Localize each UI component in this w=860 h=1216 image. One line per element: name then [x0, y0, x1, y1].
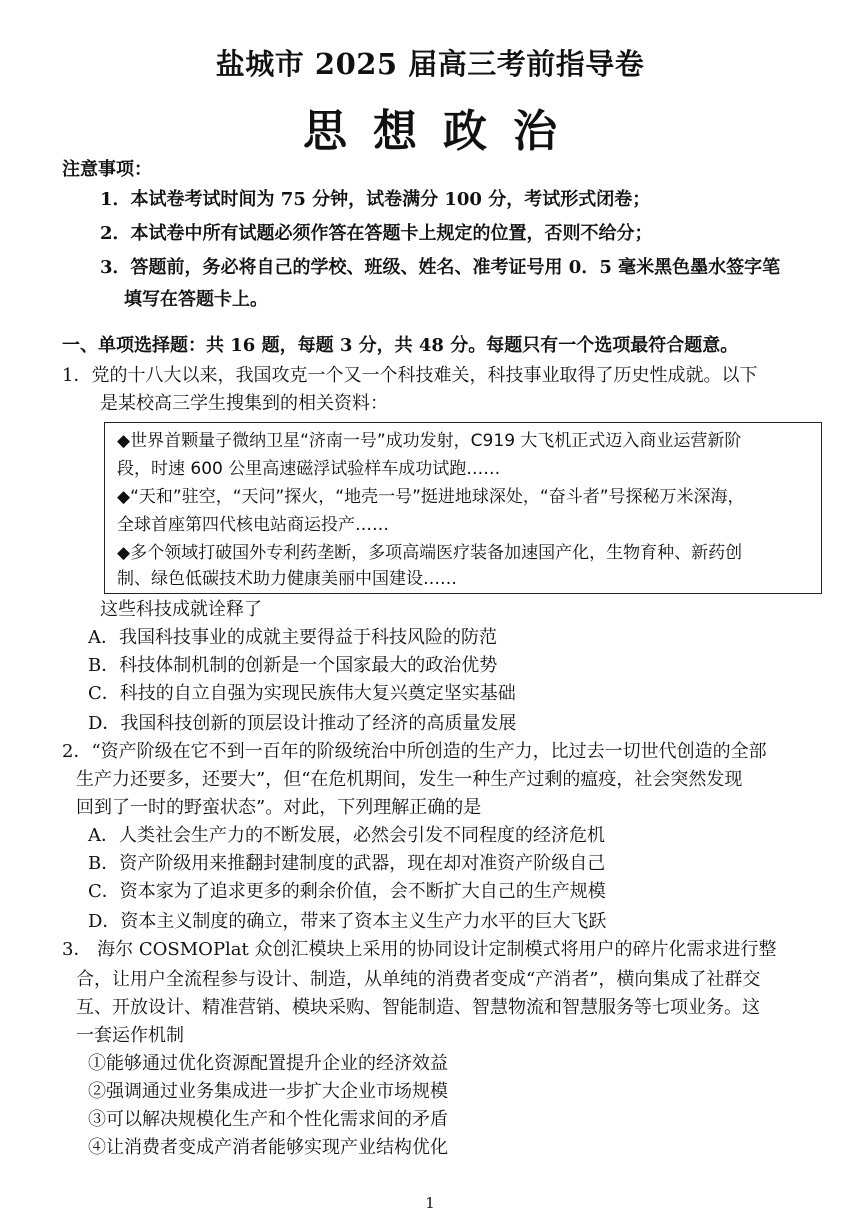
q2-option-a[interactable]: A．人类社会生产力的不断发展，必然会引发不同程度的经济危机 — [88, 825, 605, 846]
q1-option-c[interactable]: C．科技的自立自强为实现民族伟大复兴奠定坚实基础 — [88, 683, 516, 704]
q2-option-d[interactable]: D．资本主义制度的确立，带来了资本主义生产力水平的巨大飞跃 — [88, 911, 607, 932]
q1-lead: 这些科技成就诠释了 — [100, 599, 262, 620]
notice-item: 填写在答题卡上。 — [124, 289, 268, 310]
q2-option-c[interactable]: C．资本家为了追求更多的剩余价值，会不断扩大自己的生产规模 — [88, 881, 606, 902]
exam-title: 盐城市 2025 届高三考前指导卷 — [215, 47, 645, 81]
q3-item-1[interactable]: ①能够通过优化资源配置提升企业的经济效益 — [88, 1053, 448, 1074]
material-line: 制、绿色低碳技术助力健康美丽中国建设…… — [117, 569, 457, 589]
q2-option-b[interactable]: B．资产阶级用来推翻封建制度的武器，现在却对准资产阶级自己 — [88, 853, 606, 874]
page-number: 1 — [425, 1194, 435, 1212]
q1-stem: 1．党的十八大以来，我国攻克一个又一个科技难关，科技事业取得了历史性成就。以下 — [62, 365, 758, 386]
material-line: ◆多个领域打破国外专利药垄断，多项高端医疗装备加速国产化，生物育种、新药创 — [117, 543, 743, 563]
material-line: ◆世界首颗量子微纳卫星“济南一号”成功发射，C919 大飞机正式迈入商业运营新阶 — [117, 431, 742, 451]
material-line: 全球首座第四代核电站商运投产…… — [117, 515, 389, 535]
notice-item: 1．本试卷考试时间为 75 分钟，试卷满分 100 分，考试形式闭卷； — [100, 189, 651, 210]
notice-label: 注意事项： — [62, 159, 152, 180]
q1-option-d[interactable]: D．我国科技创新的顶层设计推动了经济的高质量发展 — [88, 713, 517, 734]
q3-stem: 合，让用户全流程参与设计、制造，从单纯的消费者变成“产消者”，横向集成了社群交 — [76, 969, 761, 990]
q1-option-a[interactable]: A．我国科技事业的成就主要得益于科技风险的防范 — [88, 627, 497, 648]
q1-option-b[interactable]: B．科技体制机制的创新是一个国家最大的政治优势 — [88, 655, 498, 676]
q3-stem: 3． 海尔 COSMOPlat 众创汇模块上采用的协同设计定制模式将用户的碎片化需求进行整 — [62, 939, 777, 960]
q2-stem: 2．“资产阶级在它不到一百年的阶级统治中所创造的生产力，比过去一切世代创造的全部 — [62, 741, 767, 762]
q3-item-4[interactable]: ④让消费者变成产消者能够实现产业结构优化 — [88, 1137, 448, 1158]
q2-stem: 生产力还要多，还要大”，但“在危机期间，发生一种生产过剩的瘟疫，社会突然发现 — [76, 769, 743, 790]
section-heading: 一、单项选择题：共 16 题，每题 3 分，共 48 分。每题只有一个选项最符合题意。 — [62, 335, 739, 356]
subject-title: 思想政治 — [303, 106, 583, 157]
q3-item-2[interactable]: ②强调通过业务集成进一步扩大企业市场规模 — [88, 1081, 448, 1102]
q3-stem: 互、开放设计、精准营销、模块采购、智能制造、智慧物流和智慧服务等七项业务。这 — [76, 997, 760, 1018]
material-line: ◆“天和”驻空，“天问”探火，“地壳一号”挺进地球深处，“奋斗者”号探秘万米深海， — [117, 487, 745, 507]
notice-item: 3．答题前，务必将自己的学校、班级、姓名、准考证号用 0．5 毫米黑色墨水签字笔 — [100, 257, 781, 278]
q1-material-box — [104, 422, 822, 594]
notice-item: 2．本试卷中所有试题必须作答在答题卡上规定的位置，否则不给分； — [100, 223, 653, 244]
q2-stem: 回到了一时的野蛮状态”。对此，下列理解正确的是 — [76, 797, 482, 818]
material-line: 段，时速 600 公里高速磁浮试验样车成功试跑…… — [117, 459, 501, 479]
q3-stem: 一套运作机制 — [76, 1025, 184, 1046]
q1-stem: 是某校高三学生搜集到的相关资料： — [100, 393, 388, 414]
q3-item-3[interactable]: ③可以解决规模化生产和个性化需求间的矛盾 — [88, 1109, 448, 1130]
